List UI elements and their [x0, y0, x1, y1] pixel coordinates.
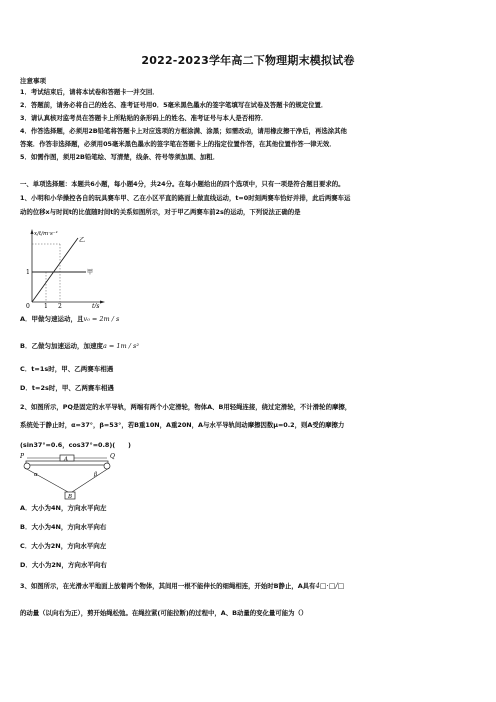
- label-beta: β: [94, 472, 98, 478]
- notice-item: 3．请认真核对监考员在答题卡上所粘贴的条形码上的姓名、准考证号与本人是否相符．: [20, 114, 268, 122]
- q1-option-b: B．乙做匀加速运动，加速度a = 1m / s²: [20, 342, 139, 350]
- label-q: Q: [110, 453, 115, 460]
- q2-stem: 2、如图所示，PQ是固定的水平导轨，两端有两个小定滑轮，物体A、B用轻绳连接，绕过定滑轮，不计滑轮的摩擦，: [20, 403, 352, 411]
- x-axis-label: t/s: [92, 303, 100, 308]
- q3-stem: 的动量（以向右为正），剪开始绳松弛。在绳拉紧(可能拉断)的过程中，A、B动量的变化量可能为（）: [20, 609, 308, 617]
- q2-stem: 系统处于静止时，α=37°，β=53°，若B重10N，A重20N，A与水平导轨间动摩擦因数μ=0.2，则A受的摩擦力: [20, 421, 345, 429]
- q1-stem: 1、小明和小华操控各自的玩具赛车甲、乙在小区平直的路面上做直线运动，t=0时刻两赛车恰好并排，此后两赛车运: [20, 194, 351, 202]
- q2-option-b: B．大小为4N，方向水平向右: [20, 523, 107, 531]
- q2-stem: (sin37°=0.6，cos37°=0.8)( ): [20, 441, 131, 449]
- q2-option-a: A．大小为4N，方向水平向左: [20, 504, 107, 512]
- q3-stem: 3、如图所示，在光滑水平地面上放着两个物体，其间用一根不能伸长的细绳相连，开始时B静止，A具有4□·□/□: [20, 582, 345, 590]
- notice-item: 1．考试结束后，请将本试卷和答题卡一并交回．: [20, 88, 159, 96]
- notice-heading: 注意事项: [20, 77, 46, 85]
- q1-stem: 动的位移x与时间t的比值随时间t的关系如图所示，对于甲乙两赛车前2s的运动，下列说法正确的是: [20, 208, 301, 216]
- q1-option-a: A．甲做匀速运动，且v₀ = 2m / s: [20, 315, 120, 323]
- y-tick: 1: [26, 269, 30, 276]
- x-tick: 2: [58, 303, 62, 308]
- q2-option-c: C．大小为2N，方向水平向左: [20, 542, 107, 550]
- notice-item: 2．答题前，请务必将自己的姓名、准考证号用0．5毫米黑色墨水的签字笔填写在试卷及答题卡的规定位置．: [20, 101, 328, 109]
- label-yi: 乙: [79, 237, 86, 244]
- label-a: A: [64, 456, 68, 463]
- line-yi: [32, 238, 78, 302]
- x-tick: 1: [44, 303, 48, 308]
- notice-item: 答案．作答非选择题，必须用05毫米黑色墨水的签字笔在答题卡上的指定位置作答，在其他位置作答一律无效．: [20, 140, 336, 148]
- exam-title: 2022-2023学年高二下物理期末模拟试卷: [141, 54, 355, 67]
- q1-option-d: D．t=2s时，甲、乙两赛车相遇: [20, 384, 114, 392]
- label-p: P: [20, 453, 25, 460]
- label-b: B: [68, 494, 73, 500]
- q1-graph: [20, 226, 110, 308]
- x-tick: 0: [26, 303, 30, 308]
- label-alpha: α: [34, 472, 38, 478]
- notice-item: 5．如需作图，须用2B铅笔绘、写清楚，线条、符号等须加黑、加粗．: [20, 153, 220, 161]
- label-jia: 甲: [87, 269, 94, 276]
- q2-figure: [20, 452, 120, 500]
- notice-item: 4．作答选择题，必须用2B铅笔将答题卡上对应选项的方框涂满、涂黑；如需改动，请用橡皮擦干净后，再选涂其他: [20, 127, 347, 135]
- q1-option-c: C．t=1s时，甲、乙两赛车相遇: [20, 365, 114, 373]
- section-heading: 一、单项选择题：本题共6小题，每小题4分，共24分。在每小题给出的四个选项中，只有一项是符合题目要求的。: [20, 180, 345, 188]
- y-axis-label: x/t/m·s⁻¹: [34, 231, 58, 237]
- q2-option-d: D．大小为2N，方向水平向右: [20, 561, 107, 569]
